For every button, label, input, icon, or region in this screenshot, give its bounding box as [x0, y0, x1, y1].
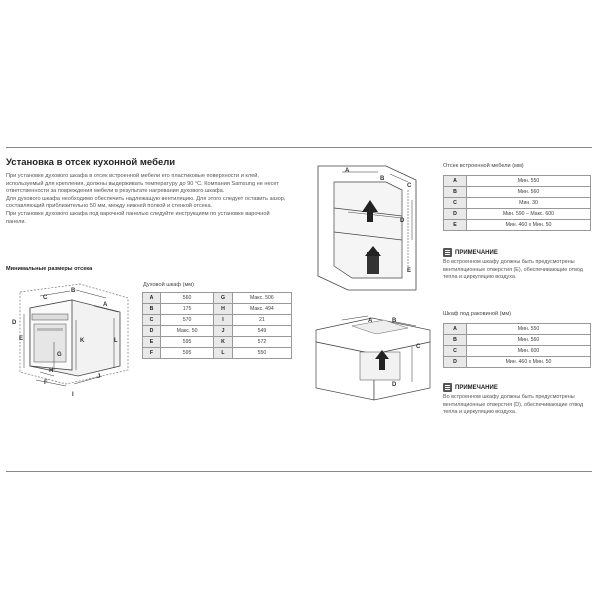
- dimension-key: D: [444, 357, 467, 368]
- table-row: [444, 220, 591, 231]
- sink-cabinet-diagram: [312, 312, 432, 404]
- cabinet-label-d: D: [400, 218, 405, 224]
- table-row: [143, 293, 292, 304]
- table-row: [444, 335, 591, 346]
- oven-label-l: L: [114, 338, 118, 344]
- dimension-value: Мин. 30: [467, 198, 591, 209]
- oven-label-k: K: [80, 338, 85, 344]
- dimension-key: G: [214, 293, 233, 304]
- top-divider: [6, 147, 592, 148]
- dimension-value: Макс. 506: [232, 293, 291, 304]
- dimension-key: L: [214, 348, 233, 359]
- cabinet-label-c: C: [407, 183, 412, 189]
- oven-label-d: D: [12, 320, 17, 326]
- table-row: [444, 176, 591, 187]
- note-icon: [443, 383, 452, 392]
- cabinet-label-b: B: [380, 176, 385, 182]
- oven-label-g: G: [57, 352, 62, 358]
- dimension-key: F: [143, 348, 161, 359]
- sink-label-b: B: [392, 318, 397, 324]
- oven-label-f: F: [44, 380, 48, 386]
- intro-text: [6, 173, 289, 226]
- oven-dimensions-table: [142, 292, 292, 359]
- dimension-value: 572: [232, 337, 291, 348]
- dimension-value: 175: [161, 304, 214, 315]
- sink-label-a: A: [368, 318, 373, 324]
- intro-paragraph-2: Для духового шкафа необходимо обеспечить надлежащую вентиляцию. Для этого следует оставить зазор, составляющий приблизительно 50 мм, между нижней полкой и стенкой отсека.: [6, 195, 286, 210]
- oven-label-e: E: [19, 336, 24, 342]
- dimension-key: C: [143, 315, 161, 326]
- dimension-value: Мин. 550: [467, 324, 591, 335]
- intro-paragraph-1: При установке духового шкафа в отсек встроенной мебели его пластиковые поверхности и клей, используемый для крепления, должны выдерживать температуру до 90 °C. Компания Samsung не несет ответственности за повреждения мебели в результате нагревания духового шкафа.: [6, 173, 279, 195]
- dimension-value: Мин. 460 x Мин. 50: [467, 357, 591, 368]
- table-row: [143, 315, 292, 326]
- dimension-value: 595: [161, 348, 214, 359]
- sink-table-caption: Шкаф под раковиной (мм): [443, 311, 512, 317]
- note-sink-text: Во встроенном шкафу должны быть предусмотрены вентиляционные отверстия (D), обеспечивающие отвод тепла и циркуляцию воздуха.: [443, 394, 584, 415]
- note-sink-heading: [443, 383, 593, 392]
- note-sink-title: ПРИМЕЧАНИЕ: [455, 384, 498, 391]
- dimension-key: K: [214, 337, 233, 348]
- dimension-value: Макс. 50: [161, 326, 214, 337]
- builtin-dimensions-table: [443, 175, 591, 231]
- note-builtin: [443, 248, 593, 282]
- oven-label-h: H: [49, 368, 54, 374]
- table-row: [444, 357, 591, 368]
- note-icon: [443, 248, 452, 257]
- dimension-value: 570: [161, 315, 214, 326]
- oven-dimensions-diagram: [10, 280, 135, 402]
- table-row: [444, 187, 591, 198]
- builtin-cabinet-diagram: [312, 160, 432, 294]
- dimension-value: 21: [232, 315, 291, 326]
- builtin-table-caption: Отсек встроенной мебели (мм): [443, 163, 524, 169]
- dimension-value: Мин. 460 x Мин. 50: [467, 220, 591, 231]
- dimension-key: D: [143, 326, 161, 337]
- dimension-key: D: [444, 209, 467, 220]
- note-builtin-heading: [443, 248, 593, 257]
- dimension-key: C: [444, 198, 467, 209]
- dimension-key: A: [143, 293, 161, 304]
- oven-label-i: I: [72, 392, 74, 398]
- table-row: [143, 326, 292, 337]
- oven-label-c: C: [43, 295, 48, 301]
- dimension-value: 560: [161, 293, 214, 304]
- note-builtin-text: Во встроенном шкафу должны быть предусмотрены вентиляционные отверстия (E), обеспечивающие отвод тепла и циркуляцию воздуха.: [443, 259, 583, 280]
- dimension-value: Мин. 590 – Макс. 600: [467, 209, 591, 220]
- dimension-key: B: [143, 304, 161, 315]
- dimension-key: J: [214, 326, 233, 337]
- table-row: [143, 304, 292, 315]
- oven-label-b: B: [71, 288, 76, 294]
- dimension-value: 595: [161, 337, 214, 348]
- dimension-value: Мин. 600: [467, 346, 591, 357]
- dimension-key: A: [444, 324, 467, 335]
- dimension-value: Мин. 550: [467, 176, 591, 187]
- dimension-key: A: [444, 176, 467, 187]
- dimension-key: E: [444, 220, 467, 231]
- sink-dimensions-table: [443, 323, 591, 368]
- dimension-value: 549: [232, 326, 291, 337]
- intro-paragraph-3: При установке духового шкафа под варочной панелью следуйте инструкциям по установке варочной панели.: [6, 210, 270, 225]
- cabinet-label-a: A: [345, 168, 350, 174]
- sink-label-c: C: [416, 344, 421, 350]
- table-row: [444, 346, 591, 357]
- table-row: [444, 198, 591, 209]
- oven-table-caption: Духовой шкаф (мм): [143, 282, 194, 288]
- note-builtin-title: ПРИМЕЧАНИЕ: [455, 249, 498, 256]
- note-sink: [443, 383, 593, 417]
- dimension-key: I: [214, 315, 233, 326]
- section-title: Установка в отсек кухонной мебели: [6, 157, 176, 168]
- dimension-key: H: [214, 304, 233, 315]
- table-row: [143, 337, 292, 348]
- table-row: [143, 348, 292, 359]
- bottom-divider: [6, 471, 592, 472]
- oven-label-a: A: [103, 302, 108, 308]
- table-row: [444, 209, 591, 220]
- min-dimensions-heading: Минимальные размеры отсека: [6, 266, 93, 272]
- dimension-value: Мин. 560: [467, 335, 591, 346]
- oven-label-j: J: [97, 374, 101, 380]
- table-row: [444, 324, 591, 335]
- dimension-key: C: [444, 346, 467, 357]
- cabinet-label-e: E: [407, 268, 412, 274]
- dimension-value: Макс. 494: [232, 304, 291, 315]
- dimension-key: E: [143, 337, 161, 348]
- dimension-key: B: [444, 187, 467, 198]
- dimension-value: 550: [232, 348, 291, 359]
- dimension-value: Мин. 560: [467, 187, 591, 198]
- dimension-key: B: [444, 335, 467, 346]
- sink-label-d: D: [392, 382, 397, 388]
